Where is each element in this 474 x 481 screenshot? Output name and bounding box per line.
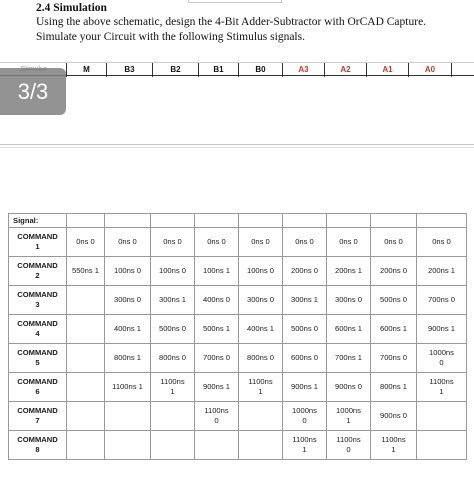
row-label-line: COMMAND [17,319,58,328]
row-label [9,315,67,344]
row-label-line: 4 [35,329,40,338]
table-cell [67,286,105,315]
table-cell [195,373,239,402]
table-cell [327,402,371,431]
header-row [0,62,474,76]
table-cell [151,344,195,373]
table-cell [151,315,195,344]
table-cell [239,257,283,286]
cell-line: 100ns 0 [246,266,275,275]
cell-line: 100ns 0 [158,266,187,275]
instruction-line-2: Simulate your Circuit with the following Stimulus signals. [36,31,305,43]
header-col-a2: A2 [324,63,366,77]
cell-line: 500ns 0 [290,324,319,333]
cell-line: 500ns 0 [158,324,187,333]
cell-line: 0 [302,416,307,425]
table-cell [195,402,239,431]
table-cell [105,228,151,257]
header-col-b1: B1 [198,63,238,77]
row-label-line: COMMAND [17,290,58,299]
table-cell [283,315,327,344]
cell-line: 0ns 0 [251,237,270,246]
table-cell [239,228,283,257]
header-col-b2: B2 [152,63,198,77]
cell-line: 0ns 0 [432,237,451,246]
header-blank-cell [67,214,105,228]
cell-line: 900ns 1 [290,382,319,391]
cell-line: 1100ns [336,435,361,444]
row-label-line: 3 [35,300,40,309]
header-blank-cell [371,214,417,228]
signal-label: Signal: [9,214,67,228]
table-row [9,257,467,286]
table-cell [105,315,151,344]
table-cell [151,373,195,402]
cell-line: 300ns 0 [334,295,363,304]
row-label [9,373,67,402]
row-label-line: 7 [35,416,40,425]
table-cell [105,344,151,373]
table-cell [239,315,283,344]
table-row [9,402,467,431]
table-cell [239,373,283,402]
cell-line: 300ns 1 [158,295,187,304]
table-cell [151,402,195,431]
cell-line: 1 [346,416,351,425]
cell-line: 500ns 0 [379,295,408,304]
cell-line: 100ns 1 [202,266,231,275]
cell-line: 500ns 1 [202,324,231,333]
cell-line: 1 [302,445,307,454]
table-cell [327,286,371,315]
cell-line: 100ns 0 [113,266,142,275]
cell-line: 1000ns [292,406,317,415]
cell-line: 200ns 1 [334,266,363,275]
table-cell [327,257,371,286]
cell-line: 1100ns [381,435,406,444]
cell-line: 900ns 0 [334,382,363,391]
table-cell [417,344,467,373]
cell-line: 200ns 0 [290,266,319,275]
table-cell [371,315,417,344]
header-col-a0: A0 [408,63,452,77]
cell-line: 1 [391,445,396,454]
row-label-line: 1 [35,242,40,251]
text-box-outline [188,0,282,3]
cell-line: 0 [439,358,444,367]
cell-line: 300ns 0 [246,295,275,304]
table-cell [283,286,327,315]
table-cell [67,228,105,257]
table-cell [417,286,467,315]
table-cell [283,257,327,286]
divider [0,144,474,145]
cell-line: 1100ns [204,406,229,415]
header-col-a3: A3 [282,63,324,77]
row-label-line: 6 [35,387,40,396]
header-blank-cell [327,214,371,228]
cell-line: 300ns 0 [113,295,142,304]
table-cell [67,402,105,431]
table-cell [239,402,283,431]
cell-line: 0ns 0 [384,237,403,246]
cell-line: 1 [439,387,444,396]
cell-line: 200ns 1 [427,266,456,275]
table-cell [239,286,283,315]
table-cell [151,257,195,286]
table-cell [105,402,151,431]
row-label [9,286,67,315]
cell-line: 1000ns [429,348,454,357]
cell-line: 0ns 0 [76,237,95,246]
row-label [9,257,67,286]
instruction-line-1: Using the above schematic, design the 4-Bit Adder-Subtractor with OrCAD Capture. [36,16,427,28]
header-blank-cell [151,214,195,228]
table-cell [195,315,239,344]
table-cell [195,257,239,286]
cell-line: 700ns 0 [379,353,408,362]
header-col-m: M [66,63,106,77]
cell-line: 400ns 0 [202,295,231,304]
cell-line: 0ns 0 [295,237,314,246]
table-cell [195,228,239,257]
table-cell [105,373,151,402]
row-label-line: COMMAND [17,348,58,357]
table-cell [67,373,105,402]
table-row [9,431,467,460]
header-blank-cell [239,214,283,228]
cell-line: 0ns 0 [339,237,358,246]
table-cell [417,315,467,344]
table-cell [327,344,371,373]
table-cell [67,257,105,286]
cell-line: 1100ns [160,377,185,386]
cell-line: 900ns 1 [202,382,231,391]
table-cell [371,286,417,315]
table-row [9,286,467,315]
table-cell [151,228,195,257]
row-label [9,344,67,373]
row-label-line: 5 [35,358,40,367]
row-label-line: COMMAND [17,377,58,386]
table-cell [371,431,417,460]
row-label-line: COMMAND [17,435,58,444]
cell-line: 400ns 1 [246,324,275,333]
table-cell [327,431,371,460]
table-row [9,373,467,402]
table-cell [371,373,417,402]
table-cell [371,228,417,257]
table-cell [371,402,417,431]
row-label-line: 8 [35,445,40,454]
table-cell [195,431,239,460]
header-blank-cell [105,214,151,228]
header-col-b0: B0 [238,63,282,77]
row-label [9,431,67,460]
table-cell [239,344,283,373]
row-label [9,228,67,257]
stimulus-table [8,213,467,460]
table-cell [105,257,151,286]
cell-line: 400ns 1 [113,324,142,333]
row-label-line: COMMAND [17,406,58,415]
cell-line: 0ns 0 [118,237,137,246]
cell-line: 700ns 0 [202,353,231,362]
table-cell [371,257,417,286]
row-label [9,402,67,431]
table-cell [327,315,371,344]
table-cell [417,402,467,431]
cell-line: 600ns 0 [290,353,319,362]
table-cell [371,344,417,373]
table-cell [417,228,467,257]
cell-line: 700ns 1 [334,353,363,362]
cell-line: 900ns 1 [427,324,456,333]
header-col-a1: A1 [366,63,408,77]
table-cell [105,286,151,315]
page-indicator: 3/3 [0,68,66,115]
table-cell [67,344,105,373]
cell-line: 600ns 1 [379,324,408,333]
cell-line: 0ns 0 [207,237,226,246]
table-cell [283,431,327,460]
table-cell [151,286,195,315]
table-cell [105,431,151,460]
table-cell [283,344,327,373]
cell-line: 800ns 0 [246,353,275,362]
table-cell [417,257,467,286]
cell-line: 700ns 0 [427,295,456,304]
cell-line: 1 [170,387,175,396]
row-label-line: COMMAND [17,232,58,241]
table-cell [283,228,327,257]
table-cell [195,286,239,315]
table-cell [67,431,105,460]
table-cell [327,228,371,257]
table-cell [67,315,105,344]
cell-line: 800ns 0 [158,353,187,362]
table-cell [283,373,327,402]
cell-line: 300ns 1 [290,295,319,304]
header-blank-cell [417,214,467,228]
table-row [9,344,467,373]
table-cell [283,402,327,431]
cell-line: 0 [214,416,219,425]
table-row [9,228,467,257]
cell-line: 1100ns [429,377,454,386]
cell-line: 1100ns 1 [112,382,143,391]
cell-line: 900ns 0 [379,411,408,420]
cell-line: 600ns 1 [334,324,363,333]
header-blank-cell [195,214,239,228]
table-cell [417,373,467,402]
cell-line: 200ns 0 [379,266,408,275]
header-col-b3: B3 [106,63,152,77]
table-cell [239,431,283,460]
signal-row [9,214,467,228]
row-label-line: 2 [35,271,40,280]
cell-line: 800ns 1 [379,382,408,391]
table-cell [327,373,371,402]
table-cell [151,431,195,460]
cell-line: 0ns 0 [163,237,182,246]
section-heading: 2.4 Simulation [36,2,107,14]
divider [0,147,474,148]
cell-line: 0 [346,445,351,454]
cell-line: 800ns 1 [113,353,142,362]
cell-line: 1000ns [336,406,361,415]
header-blank-cell [283,214,327,228]
table-cell [195,344,239,373]
table-row [9,315,467,344]
cell-line: 1100ns [248,377,273,386]
cell-line: 550ns 1 [71,266,100,275]
row-label-line: COMMAND [17,261,58,270]
cell-line: 1 [258,387,263,396]
cell-line: 1100ns [292,435,317,444]
table-cell [417,431,467,460]
